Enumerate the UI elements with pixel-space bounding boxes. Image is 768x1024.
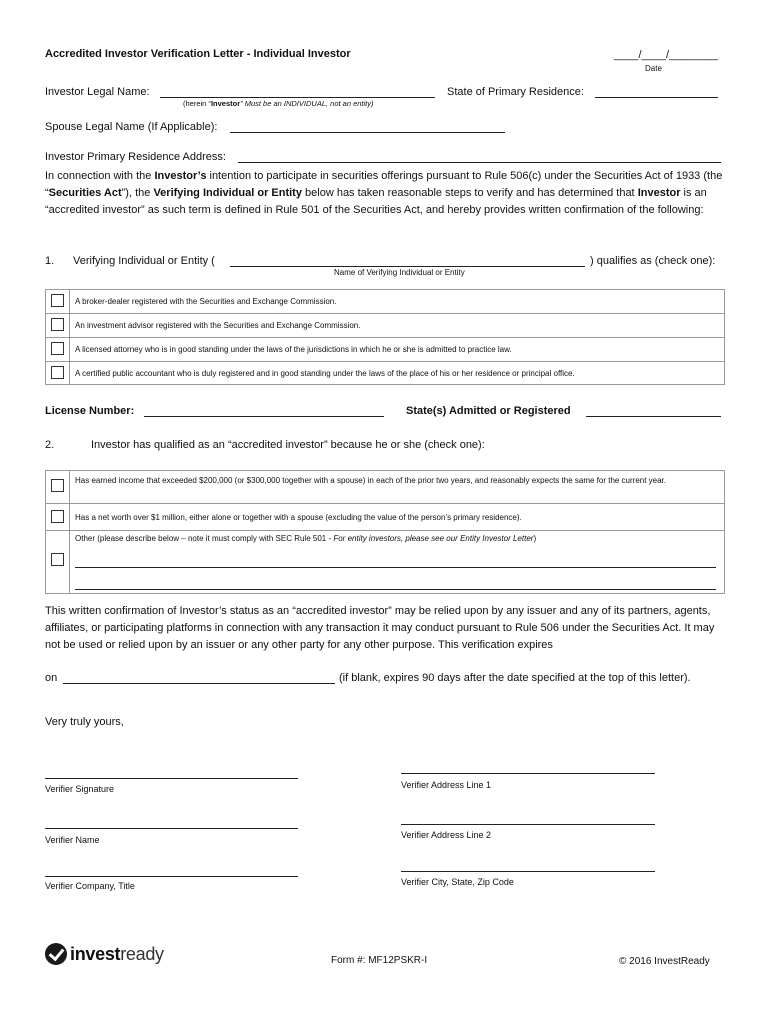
other-description-line-2[interactable] (75, 589, 716, 590)
verifier-signature-line[interactable] (45, 778, 298, 779)
city-state-zip-label: Verifier City, State, Zip Code (401, 877, 514, 887)
verifier-option-row (46, 290, 724, 314)
verifier-option-row (46, 337, 724, 361)
investor-name-note: (herein “Investor” Must be an INDIVIDUAL, not an entity) (183, 99, 374, 108)
option-text: Has earned income that exceeded $200,000 (or $300,000 together with a spouse) in each of the prior two years, and reasonably expects the same for the current year. (75, 476, 667, 485)
document-title: Accredited Investor Verification Letter - Individual Investor (45, 48, 351, 60)
address-field[interactable] (238, 162, 721, 163)
section2-label: Investor has qualified as an “accredited investor” because he or she (check one): (91, 439, 485, 451)
address-line2-field[interactable] (401, 824, 655, 825)
verifier-company-label: Verifier Company, Title (45, 881, 135, 891)
address-line1-field[interactable] (401, 773, 655, 774)
other-option-text: Other (please describe below – note it must comply with SEC Rule 501 - For entity investors, please see our Entity Investor Letter) (75, 534, 537, 543)
checkbox[interactable] (51, 294, 64, 307)
checkbox[interactable] (51, 479, 64, 492)
other-description-line-1[interactable] (75, 567, 716, 568)
expiry-date-field[interactable] (63, 683, 335, 684)
section2-number: 2. (45, 439, 55, 451)
state-residence-label: State of Primary Residence: (447, 86, 584, 98)
copyright: © 2016 InvestReady (619, 956, 710, 967)
expiry-note: (if blank, expires 90 days after the date specified at the top of this letter). (339, 672, 691, 684)
investor-name-label: Investor Legal Name: (45, 86, 150, 98)
accreditation-other-row (46, 530, 724, 594)
states-admitted-field[interactable] (586, 416, 721, 417)
checkbox[interactable] (51, 366, 64, 379)
section1-suffix: ) qualifies as (check one): (590, 255, 716, 267)
option-text: A licensed attorney who is in good standing under the laws of the jurisdictions in which he or she is admitted to practice law. (75, 345, 512, 354)
expiry-on-label: on (45, 672, 58, 684)
investready-logo: investready (70, 944, 164, 964)
intro-paragraph: In connection with the Investor’s intention to participate in securities offerings pursuant to Rule 506(c) under the Securities Act of 1933 (the “Securities Act”), the Verifying Individual or Entity below has taken reasonable steps to verify and has determined that Investor is an “accredited investor” as such term is defined in Rule 501 of the Securities Act, and hereby provides written confirmation of the following: (45, 170, 723, 216)
checkbox[interactable] (51, 510, 64, 523)
verifier-option-row (46, 313, 724, 337)
verifier-type-table (45, 289, 725, 385)
address-line1-label: Verifier Address Line 1 (401, 780, 492, 790)
license-number-label: License Number: (45, 405, 135, 417)
states-admitted-label: State(s) Admitted or Registered (406, 405, 571, 417)
verifier-name-line[interactable] (45, 828, 298, 829)
verifier-name-caption: Name of Verifying Individual or Entity (334, 268, 465, 277)
option-text: An investment advisor registered with the Securities and Exchange Commission. (75, 321, 361, 330)
section1-label: Verifying Individual or Entity ( (73, 255, 215, 267)
date-field[interactable]: ____/____/________ (614, 49, 718, 61)
verifier-name-label: Verifier Name (45, 835, 100, 845)
license-number-field[interactable] (144, 416, 384, 417)
accreditation-option-row (46, 503, 724, 531)
address-label: Investor Primary Residence Address: (45, 151, 226, 163)
spouse-name-label: Spouse Legal Name (If Applicable): (45, 121, 218, 133)
address-line2-label: Verifier Address Line 2 (401, 830, 492, 840)
checkbox[interactable] (51, 318, 64, 331)
city-state-zip-field[interactable] (401, 871, 655, 872)
option-text: A certified public accountant who is duly registered and in good standing under the laws of the place of his or her residence or principal office. (75, 369, 575, 378)
spouse-name-field[interactable] (230, 132, 505, 133)
option-text: Has a net worth over $1 million, either alone or together with a spouse (excluding the value of the person’s primary residence). (75, 513, 522, 522)
checkbox[interactable] (51, 342, 64, 355)
investor-name-field[interactable] (160, 97, 435, 98)
accreditation-option-row (46, 471, 724, 503)
salutation: Very truly yours, (45, 716, 124, 728)
section1-number: 1. (45, 255, 55, 267)
verifier-option-row (46, 361, 724, 385)
option-text: A broker-dealer registered with the Securities and Exchange Commission. (75, 297, 337, 306)
state-residence-field[interactable] (595, 97, 718, 98)
checkbox[interactable] (51, 553, 64, 566)
closing-paragraph: This written confirmation of Investor’s status as an “accredited investor” may be relied upon by any issuer and any of its partners, agents, affiliates, or participating platforms in connection with any transaction it may conduct pursuant to Rule 506 under the Securities Act. It may not be used or relied upon by an issuer or any other party for any other purpose. This verification expires (45, 605, 715, 651)
form-number: Form #: MF12PSKR-I (331, 955, 428, 966)
accreditation-table (45, 470, 725, 594)
verifier-company-line[interactable] (45, 876, 298, 877)
verifier-signature-label: Verifier Signature (45, 784, 115, 794)
date-caption: Date (645, 64, 662, 73)
verifier-name-field[interactable] (230, 266, 585, 267)
checkmark-logo-icon (45, 943, 67, 965)
